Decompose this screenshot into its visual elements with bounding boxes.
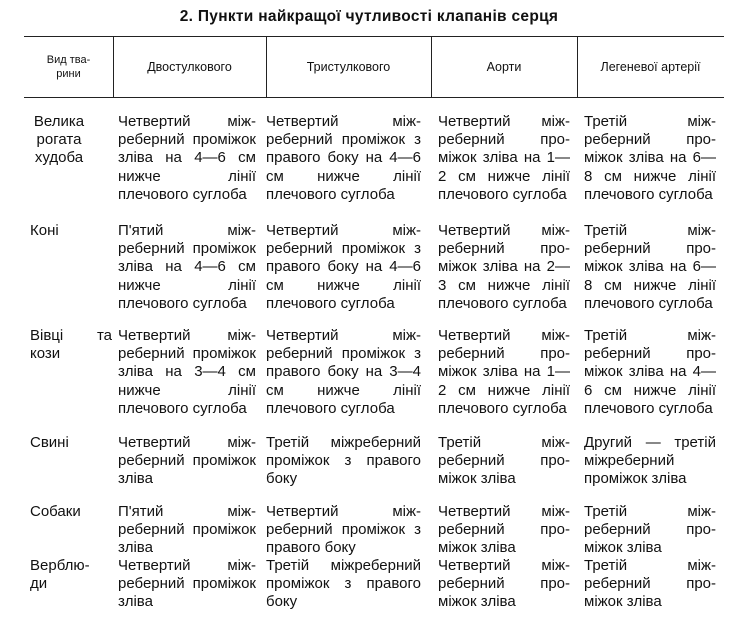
table-cell-aorta: Четвертий міжреберний проміжок зліва bbox=[438, 557, 570, 611]
table-cell-bicuspid: П'ятий міжреберний проміжок зліва на 4—6 см нижче лінії плечового суглоба bbox=[118, 222, 256, 312]
table-row-animal: Коні bbox=[30, 222, 59, 239]
table-cell-pulmonary: Третій міжреберний проміжок зліва на 6—8 см нижче лінії плечового суглоба bbox=[584, 113, 716, 203]
table-cell-tricuspid: Четвертий міжреберний проміжок з правого боку bbox=[266, 503, 421, 557]
table-cell-aorta: Четвертий міжреберний проміжок зліва bbox=[438, 503, 570, 557]
table-cell-bicuspid: Четвертий міжреберний проміжок зліва bbox=[118, 434, 256, 488]
table-cell-tricuspid: Четвертий міжреберний проміжок з правого боку на 4—6 см нижче лінії плечового суглоба bbox=[266, 113, 421, 203]
table-cell-bicuspid: Четвертий міжреберний проміжок зліва на 4—6 см нижче лінії плечового суглоба bbox=[118, 113, 256, 203]
table-cell-pulmonary: Другий — третій міжреберний проміжок зліва bbox=[584, 434, 716, 488]
table-cell-pulmonary: Третій міжреберний проміжок зліва на 6—8 см нижче лінії плечового суглоба bbox=[584, 222, 716, 312]
table-cell-tricuspid: Четвертий міжреберний проміжок з правого боку на 3—4 см нижче лінії плечового суглоба bbox=[266, 327, 421, 417]
table-cell-aorta: Четвертий міжреберний проміжок зліва на 1—2 см нижче лінії плечового суглоба bbox=[438, 113, 570, 203]
table-row-animal: Вівці та кози bbox=[30, 327, 112, 363]
table-cell-pulmonary: Третій міжреберний проміжок зліва на 4—6 см нижче лінії плечового суглоба bbox=[584, 327, 716, 417]
table-cell-aorta: Четвертий міжреберний проміжок зліва на 2—3 см нижче лінії плечового суглоба bbox=[438, 222, 570, 312]
table-row-animal: Верблюди bbox=[30, 557, 90, 593]
table-cell-aorta: Четвертий міжреберний проміжок зліва на 1—2 см нижче лінії плечового суглоба bbox=[438, 327, 570, 417]
table-cell-bicuspid: Четвертий міжреберний проміжок зліва на 3—4 см нижче лінії плечового суглоба bbox=[118, 327, 256, 417]
table-cell-tricuspid: Третій міжреберний проміжок з правого боку bbox=[266, 434, 421, 488]
table-cell-pulmonary: Третій міжреберний проміжок зліва bbox=[584, 557, 716, 611]
table-row-animal: Собаки bbox=[30, 503, 81, 520]
table-cell-aorta: Третій міжреберний проміжок зліва bbox=[438, 434, 570, 488]
table-row-animal: Велика рогата худоба bbox=[33, 113, 85, 167]
header-tricuspid: Тристулкового bbox=[306, 59, 391, 74]
table-row-animal: Свині bbox=[30, 434, 69, 451]
table-cell-bicuspid: П'ятий міжреберний проміжок зліва bbox=[118, 503, 256, 557]
header-pulmonary: Легеневої артерії bbox=[600, 59, 701, 74]
table-cell-tricuspid: Четвертий міжреберний проміжок з правого боку на 4—6 см нижче лінії плечового суглоба bbox=[266, 222, 421, 312]
header-bicuspid: Двостулкового bbox=[147, 59, 232, 74]
table-cell-pulmonary: Третій міжреберний проміжок зліва bbox=[584, 503, 716, 557]
header-animal: Вид тварини bbox=[46, 54, 91, 80]
page-title: 2. Пункти найкращої чутливості клапанів серця bbox=[179, 8, 559, 25]
table-cell-bicuspid: Четвертий міжреберний проміжок зліва bbox=[118, 557, 256, 611]
table-cell-tricuspid: Третій міжреберний проміжок з правого боку bbox=[266, 557, 421, 611]
header-aorta: Аорти bbox=[486, 59, 522, 74]
